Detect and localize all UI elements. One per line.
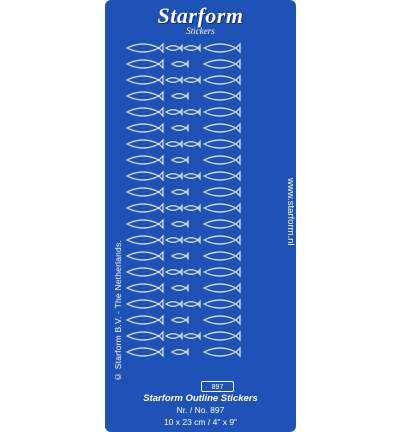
fish-icon (204, 220, 240, 228)
fish-icon (204, 140, 240, 148)
fish-icon (204, 300, 240, 308)
product-size: 10 x 23 cm / 4" x 9" (163, 417, 238, 427)
fish-row (127, 236, 240, 244)
sticker-area (123, 41, 242, 364)
fish-row (127, 124, 240, 132)
small-fish-icon (166, 110, 182, 115)
fish-row (127, 172, 240, 180)
fish-row (127, 44, 240, 52)
fish-row (127, 156, 240, 164)
fish-row (127, 76, 240, 84)
small-fish-icon (166, 206, 182, 211)
fish-row (127, 188, 240, 196)
fish-icon (204, 60, 240, 68)
small-fish-icon (184, 270, 200, 275)
fish-icon (127, 44, 163, 52)
fish-icon (204, 156, 240, 164)
fish-icon (127, 268, 163, 276)
fish-icon (127, 316, 163, 324)
small-fish-icon (184, 142, 200, 147)
small-fish-icon (166, 142, 182, 147)
small-fish-icon (184, 110, 200, 115)
fish-icon (127, 252, 163, 260)
fish-icon (204, 284, 240, 292)
small-fish-icon (172, 126, 188, 131)
small-fish-icon (184, 206, 200, 211)
small-fish-icon (172, 94, 188, 99)
fish-row (127, 316, 240, 324)
fish-icon (127, 140, 163, 148)
fish-icon (204, 332, 240, 340)
product-name: Starform Outline Stickers (143, 393, 258, 404)
small-fish-icon (166, 174, 182, 179)
small-fish-icon (184, 334, 200, 339)
small-fish-icon (172, 286, 188, 291)
fish-icon (204, 76, 240, 84)
brand-tagline: Stickers (186, 26, 215, 36)
small-fish-icon (166, 334, 182, 339)
fish-icon (127, 348, 163, 356)
small-fish-icon (184, 174, 200, 179)
fish-row (127, 348, 240, 356)
fish-icon (127, 108, 163, 116)
product-number: Nr. / No. 897 (176, 405, 225, 415)
fish-row (127, 220, 240, 228)
fish-icon (127, 284, 163, 292)
small-fish-icon (172, 350, 188, 355)
fish-icon (204, 252, 240, 260)
fish-icon (127, 76, 163, 84)
fish-icon (127, 188, 163, 196)
copyright-text: © Starform B.V. - The Netherlands. (113, 240, 123, 382)
small-fish-icon (172, 318, 188, 323)
fish-icon (127, 124, 163, 132)
fish-icon (204, 268, 240, 276)
small-fish-icon (166, 302, 182, 307)
fish-row (127, 268, 240, 276)
fish-icon (127, 172, 163, 180)
website-text: www.starform.nl (285, 178, 296, 246)
fish-icon (204, 348, 240, 356)
small-fish-icon (166, 270, 182, 275)
small-fish-icon (172, 62, 188, 67)
small-fish-icon (172, 254, 188, 259)
small-fish-icon (166, 46, 182, 51)
fish-icon (127, 60, 163, 68)
fish-row (127, 284, 240, 292)
fish-icon (204, 124, 240, 132)
fish-icon (127, 220, 163, 228)
fish-row (127, 140, 240, 148)
small-fish-icon (166, 238, 182, 243)
fish-icon (127, 300, 163, 308)
small-fish-icon (172, 222, 188, 227)
brand-logo: Starform (157, 3, 244, 28)
fish-icon (127, 204, 163, 212)
fish-icon (127, 236, 163, 244)
fish-icon (127, 92, 163, 100)
fish-icon (204, 316, 240, 324)
small-fish-icon (184, 46, 200, 51)
small-fish-icon (166, 78, 182, 83)
fish-row (127, 60, 240, 68)
fish-icon (204, 92, 240, 100)
fish-rows (127, 44, 240, 356)
fish-icon (204, 108, 240, 116)
fish-row (127, 108, 240, 116)
small-fish-icon (184, 238, 200, 243)
fish-row (127, 300, 240, 308)
small-fish-icon (172, 158, 188, 163)
small-fish-icon (184, 302, 200, 307)
fish-icon (127, 332, 163, 340)
fish-icon (204, 188, 240, 196)
small-fish-icon (184, 78, 200, 83)
product-code-badge (201, 381, 234, 392)
fish-icon (127, 156, 163, 164)
sticker-sheet-card (105, 0, 296, 432)
fish-row (127, 92, 240, 100)
fish-row (127, 252, 240, 260)
product-code: 897 (211, 384, 224, 391)
fish-icon (204, 44, 240, 52)
fish-icon (204, 172, 240, 180)
fish-icon (204, 204, 240, 212)
fish-row (127, 332, 240, 340)
small-fish-icon (172, 190, 188, 195)
fish-icon (204, 236, 240, 244)
fish-row (127, 204, 240, 212)
